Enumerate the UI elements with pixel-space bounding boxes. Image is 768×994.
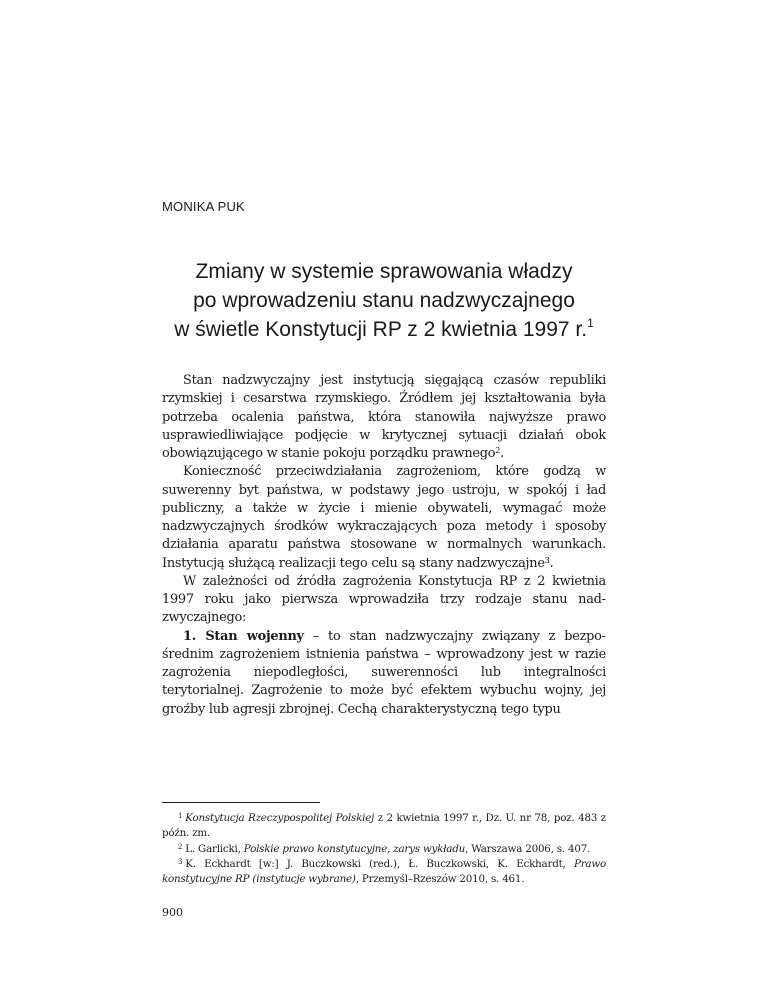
footnotes <box>162 811 606 887</box>
footnote-title: Konstytucja Rzeczypospolitej Polskiej <box>185 812 375 824</box>
title-line-text: w świetle Konstytucji RP z 2 kwietnia 1997 r. <box>174 318 588 341</box>
article-title <box>162 257 606 344</box>
body-paragraph <box>162 463 606 573</box>
article-body <box>162 372 606 719</box>
footnote <box>162 857 606 888</box>
author-name: MONIKA PUK <box>162 199 245 214</box>
footnote-ref: 1 <box>587 316 594 330</box>
footnote-text: , Przemyśl–Rzeszów 2010, s. 461. <box>355 873 525 886</box>
paragraph-end: . <box>500 446 504 461</box>
footnote <box>162 811 606 842</box>
footnote-text: z 2 kwietnia 1997 r., Dz. U. nr 78, poz. 483 z późn. zm. <box>162 812 607 840</box>
footnote-number: 1 <box>178 812 183 820</box>
footnote-divider <box>162 802 320 803</box>
footnote <box>162 842 606 857</box>
paragraph-text: Stan nadzwyczajny jest instytucją sięgającą czasów republiki rzymskiej i cesarstwa rzymskiego. Źródłem jej kształtowania była potrzeba ocalenia państwa, która stanowiła najwyższe prawo usprawiedliwiające podjęcie w krytycznej sytuacji działań obok obowiązującego w stanie pokoju porządku prawnego <box>162 373 606 461</box>
footnote-number: 3 <box>178 857 183 866</box>
body-paragraph <box>162 372 606 463</box>
paragraph-end: . <box>549 555 554 571</box>
footnote-title: Prawo konstytucyjne RP (instytucje wybrane) <box>162 857 606 886</box>
body-paragraph <box>162 628 606 719</box>
list-heading: 1. Stan wojenny <box>183 628 304 644</box>
body-paragraph: W zależności od źródła zagrożenia Konstytucja RP z 2 kwietnia 1997 roku jako pierwsza wprowadziła trzy rodzaje stanu nadzwyczajnego: <box>162 573 606 626</box>
paragraph-text: Konieczność przeciwdziałania zagrożeniom, które godzą w suwerenny byt państwa, w podstawy jego ustroju, w spokój i ład publiczny, a także w życie i mienie obywateli, wymagać może nadzwyczajnych środków wykraczających poza metody i sposoby działania aparatu państwa stosowane w normalnych warunkach. Instytucją służącą realizacji tego celu są stany nadzwyczajne <box>162 464 606 571</box>
title-line: po wprowadzeniu stanu nadzwyczajnego <box>193 289 575 312</box>
title-line: Zmiany w systemie sprawowania władzy <box>195 260 573 283</box>
footnote-author: K. Eckhardt [w:] J. Buczkowski (red.), Ł. Buczkowski, K. Eckhardt, <box>185 857 574 870</box>
page-number: 900 <box>162 906 183 919</box>
paragraph-text: – to stan nadzwyczajny związany z bezpośrednim zagrożeniem istnienia państwa – wprowadzony jest w razie zagrożenia niepodległości, suwerenności lub integralności terytorialnej. Zagrożenie to może być efektem wybuchu wojny, jej groźby lub agresji zbrojnej. Cechą charakterystyczną tego typu <box>162 628 606 717</box>
footnote-ref: 2 <box>495 446 501 455</box>
title-line <box>162 315 606 344</box>
footnote-number: 2 <box>178 842 183 851</box>
footnote-text: , Warszawa 2006, s. 407. <box>465 842 591 855</box>
footnote-author: L. Garlicki, <box>185 842 244 855</box>
footnote-ref: 3 <box>544 555 550 565</box>
footnote-title: Polskie prawo konstytucyjne, zarys wykładu <box>243 842 466 855</box>
